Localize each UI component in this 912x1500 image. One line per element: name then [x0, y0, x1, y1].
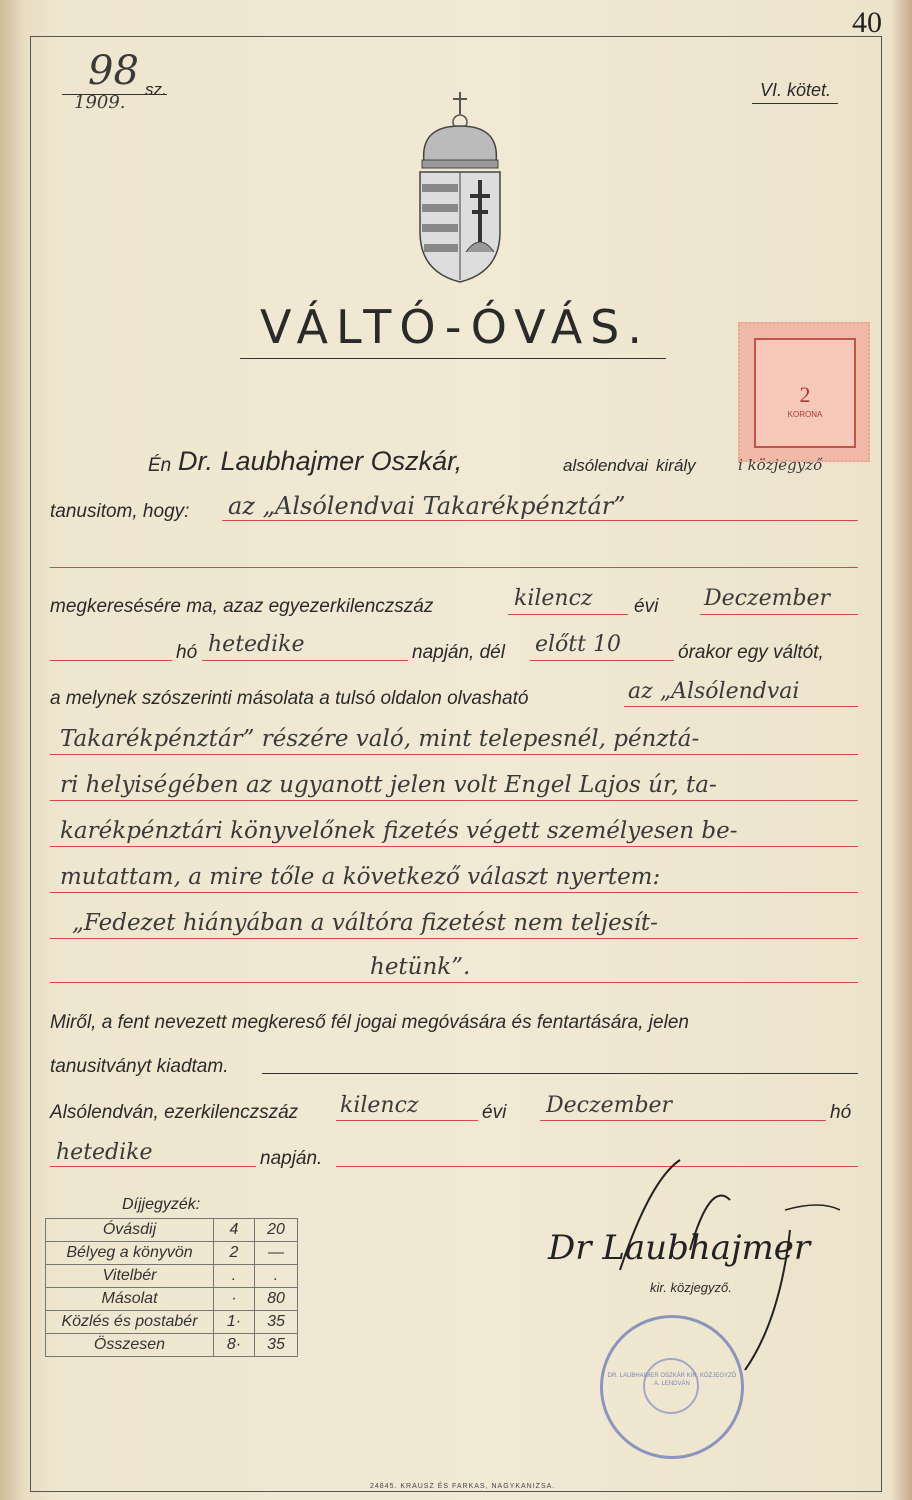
napjan-label: napján, dél — [412, 642, 505, 663]
alsolendvan-label: Alsólendván, ezerkilenczszáz — [50, 1102, 299, 1123]
notary-seal — [600, 1315, 744, 1459]
seal-text: DR. LAUBHAIMER OSZKÁR KIR. KÖZJEGYZŐ A. LENDVÁN — [607, 1373, 737, 1387]
kiraly-label: király — [656, 456, 696, 475]
stamp-unit: KORONA — [787, 410, 823, 419]
orakor-label: órakor egy váltót, — [678, 642, 824, 663]
fees-row: Másolat · 80 — [46, 1288, 298, 1311]
reference-number: 98 — [88, 48, 139, 94]
handwritten-line-6: hetünk”. — [370, 954, 471, 980]
fees-row: Összesen 8· 35 — [46, 1334, 298, 1357]
year-handwritten: kilencz — [514, 586, 593, 611]
reference-year: 1909. — [74, 92, 126, 113]
napjan-label-2: napján. — [260, 1148, 323, 1169]
handwritten-line-4: mutattam, a mire tőle a következő választ nyertem: — [60, 864, 661, 890]
page-number: 40 — [852, 6, 882, 39]
en-label: Én — [148, 455, 172, 476]
year-handwritten-2: kilencz — [340, 1093, 419, 1118]
day-handwritten: hetedike — [208, 632, 305, 657]
volume-label: VI. kötet. — [760, 80, 832, 100]
fees-row: Óvásdij 4 20 — [46, 1219, 298, 1242]
stamp-value: 2 — [799, 382, 811, 407]
signature: Dr Laubhajmer — [548, 1228, 811, 1268]
megkereses-label: megkeresésére ma, azaz egyezerkilenczszáz — [50, 596, 434, 617]
fees-row: Közlés és postabér 1· 35 — [46, 1311, 298, 1334]
kozjegyzo-handwritten: i közjegyző — [738, 456, 823, 474]
mirol-line-1: Miről, a fent nevezett megkereső fél jogai megóvására és fentartására, jelen — [50, 1012, 689, 1033]
handwritten-line-5: „Fedezet hiányában a váltóra fizetést nem teljesít- — [72, 910, 658, 936]
amelynek-handwritten: az „Alsólendvai — [628, 679, 800, 704]
evi-label: évi — [634, 596, 659, 617]
coat-of-arms-icon — [410, 92, 510, 284]
fees-table — [45, 1218, 298, 1357]
handwritten-line-3: karékpénztári könyvelőnek fizetés végett személyesen be- — [60, 818, 738, 844]
notary-place: alsólendvai — [563, 456, 649, 475]
ho-label: hó — [176, 642, 198, 663]
ho-label-2: hó — [830, 1102, 852, 1123]
mirol-line-2: tanusitványt kiadtam. — [50, 1056, 229, 1077]
handwritten-line-1: Takarékpénztár” részére való, mint telepesnél, pénztá- — [60, 726, 700, 752]
fees-title: Díjjegyzék: — [122, 1196, 201, 1213]
evi-label-2: évi — [482, 1102, 507, 1123]
tanusitom-handwritten: az „Alsólendvai Takarékpénztár” — [228, 492, 626, 520]
time-handwritten: előtt 10 — [535, 632, 621, 657]
notary-name: Dr. Laubhajmer Oszkár, — [178, 446, 463, 476]
signature-caption: kir. közjegyző. — [650, 1280, 732, 1295]
printer-imprint: 24845. KRAUSZ ÉS FARKAS, NAGYKANIZSA. — [370, 1483, 556, 1490]
reference-sz: sz. — [145, 80, 167, 99]
revenue-stamp — [738, 322, 870, 462]
day-handwritten-2: hetedike — [56, 1140, 153, 1165]
month-handwritten: Deczember — [704, 586, 831, 611]
month-handwritten-2: Deczember — [546, 1093, 673, 1118]
amelynek-label: a melynek szószerinti másolata a tulsó oldalon olvasható — [50, 688, 529, 709]
fees-row: Bélyeg a könyvön 2 — — [46, 1242, 298, 1265]
document-title: VÁLTÓ-ÓVÁS. — [260, 300, 650, 354]
handwritten-line-2: ri helyiségében az ugyanott jelen volt Engel Lajos úr, ta- — [60, 772, 717, 798]
fees-row: Vitelbér . . — [46, 1265, 298, 1288]
tanusitom-label: tanusitom, hogy: — [50, 501, 190, 522]
